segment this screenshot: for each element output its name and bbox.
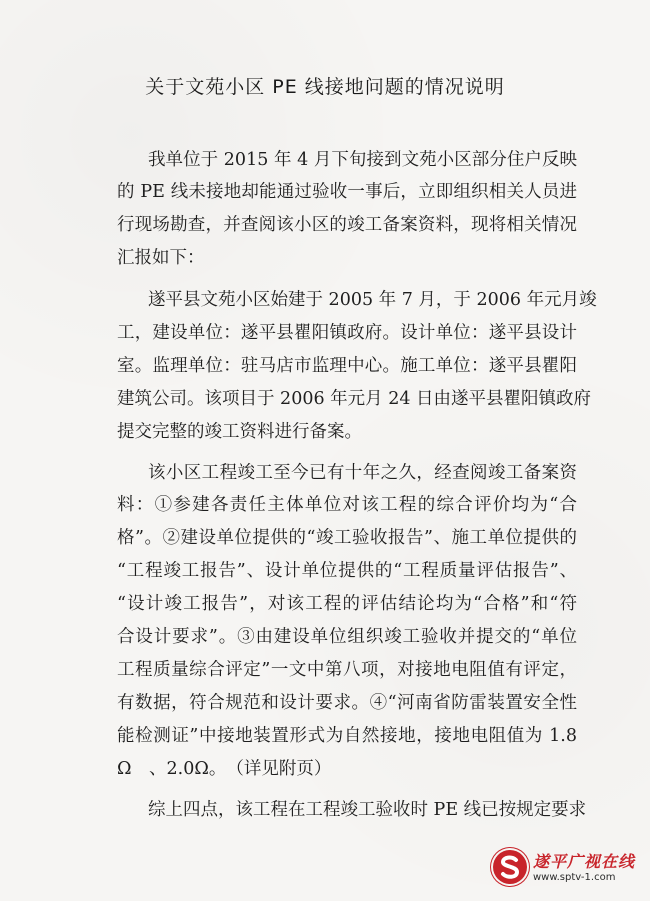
document-title: 关于文苑小区 PE 线接地问题的情况说明 [145, 76, 505, 98]
body-line: 室。监理单位：驻马店市监理中心。施工单位：遂平县瞿阳 [117, 356, 577, 376]
body-line: 行现场勘查，并查阅该小区的竣工备案资料，现将相关情况 [117, 215, 577, 235]
body-line: 合设计要求”。③由建设单位组织竣工验收并提交的“单位 [117, 627, 577, 647]
body-line: 有数据，符合规范和设计要求。④“河南省防雷装置安全性 [117, 693, 577, 713]
body-line: 汇报如下： [117, 248, 205, 268]
body-line: 料：①参建各责任主体单位对该工程的综合评价均为“合 [117, 495, 577, 515]
body-line: 格”。②建设单位提供的“竣工验收报告”、施工单位提供的 [117, 528, 577, 548]
body-line: 提交完整的竣工资料进行备案。 [117, 422, 362, 442]
body-line: 工程质量综合评定”一文中第八项，对接地电阻值有评定， [117, 660, 577, 680]
body-line: 遂平县文苑小区始建于 2005 年 7 月，于 2006 年元月竣 [148, 290, 597, 310]
watermark-url: www.sptv-1.com [533, 872, 616, 883]
body-line: “设计竣工报告”，对该工程的评估结论均为“合格”和“符 [117, 594, 577, 614]
body-line: 综上四点，该工程在工程竣工验收时 PE 线已按规定要求 [148, 800, 587, 820]
body-line: 该小区工程竣工至今已有十年之久，经查阅竣工备案资 [148, 463, 577, 483]
body-line: 建筑公司。该项目于 2006 年元月 24 日由遂平县瞿阳镇政府 [117, 389, 592, 409]
body-line: 我单位于 2015 年 4 月下旬接到文苑小区部分住户反映 [148, 150, 577, 170]
body-line: 的 PE 线未接地却能通过验收一事后，立即组织相关人员进 [117, 182, 577, 202]
body-line: Ω 、2.0Ω。 （详见附页） [117, 759, 332, 779]
watermark-site-name: 遂平广视在线 [533, 852, 636, 871]
site-watermark [493, 848, 643, 888]
sptv-logo-icon [493, 850, 527, 884]
body-line: 能检测证”中接地装置形式为自然接地，接地电阻值为 1.8 [117, 726, 577, 746]
body-line: “工程竣工报告”、设计单位提供的“工程质量评估报告”、 [117, 561, 577, 581]
body-line: 工，建设单位：遂平县瞿阳镇政府。设计单位：遂平县设计 [117, 323, 577, 343]
